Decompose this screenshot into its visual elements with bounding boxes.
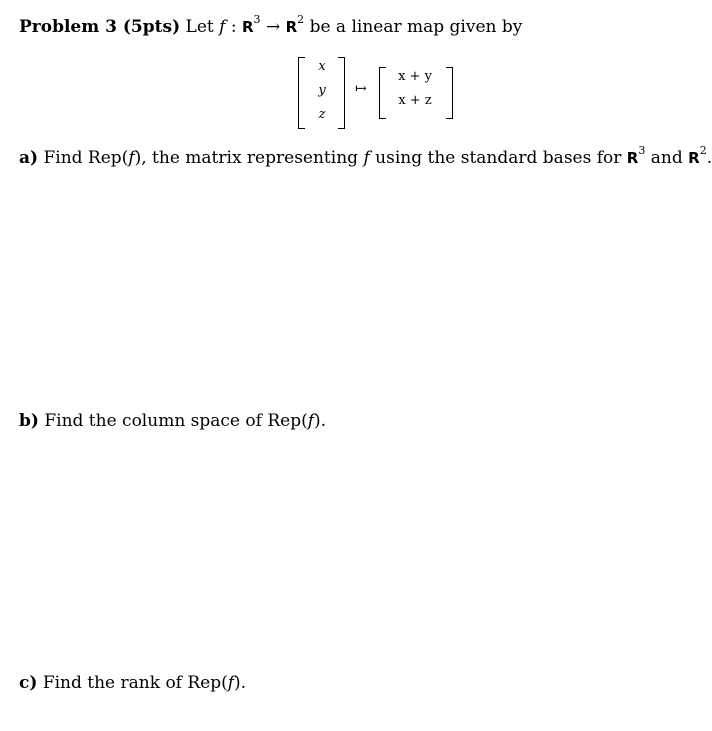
problem-title: Problem 3 (5pts) <box>19 17 181 37</box>
input-x: x <box>318 59 326 74</box>
part-a-r2-exp: 2 <box>699 144 707 158</box>
output-row-2: x + z <box>398 93 432 108</box>
codomain-exponent: 2 <box>297 13 305 27</box>
part-a-f2: f <box>363 148 370 168</box>
domain-symbol: R <box>241 18 254 36</box>
intro-let: Let <box>185 17 214 37</box>
part-a-r3: R <box>626 149 639 167</box>
part-a-text-2: ), the matrix representing <box>134 148 359 168</box>
intro-rest: be a linear map given by <box>309 17 523 37</box>
part-a <box>19 144 712 168</box>
problem-statement <box>19 13 523 37</box>
part-b-text: Find the column space of Rep( <box>44 411 308 431</box>
codomain-symbol: R <box>285 18 298 36</box>
part-a-label: a) <box>19 148 39 168</box>
part-b <box>19 411 326 431</box>
part-b-end: ). <box>314 411 327 431</box>
part-a-and: and <box>650 148 683 168</box>
input-vector <box>308 57 336 127</box>
mapsto-symbol: ↦ <box>355 81 367 97</box>
part-a-f: f <box>128 148 135 168</box>
input-z: z <box>318 107 326 122</box>
part-c-end: ). <box>234 673 247 693</box>
output-row-1: x + y <box>398 69 432 84</box>
left-bracket-input <box>298 57 305 129</box>
part-a-text-1: Find Rep( <box>43 148 129 168</box>
part-a-r2: R <box>688 149 700 167</box>
part-c-f: f <box>227 673 235 693</box>
part-a-r3-exp: 3 <box>638 144 646 158</box>
part-c-label: c) <box>19 673 38 693</box>
function-symbol: f <box>219 17 226 37</box>
arrow-symbol: → <box>265 17 281 37</box>
colon: : <box>230 17 237 37</box>
part-b-f: f <box>307 411 314 431</box>
part-a-text-3: using the standard bases for <box>375 148 622 168</box>
part-c-text: Find the rank of Rep( <box>42 673 228 693</box>
right-bracket-output <box>446 67 453 119</box>
part-a-end: . <box>706 148 712 168</box>
part-b-label: b) <box>19 411 39 431</box>
domain-exponent: 3 <box>253 13 261 27</box>
input-y: y <box>318 83 326 98</box>
left-bracket-output <box>379 67 386 119</box>
part-c <box>19 673 246 693</box>
output-vector <box>386 67 444 117</box>
right-bracket-input <box>338 57 345 129</box>
